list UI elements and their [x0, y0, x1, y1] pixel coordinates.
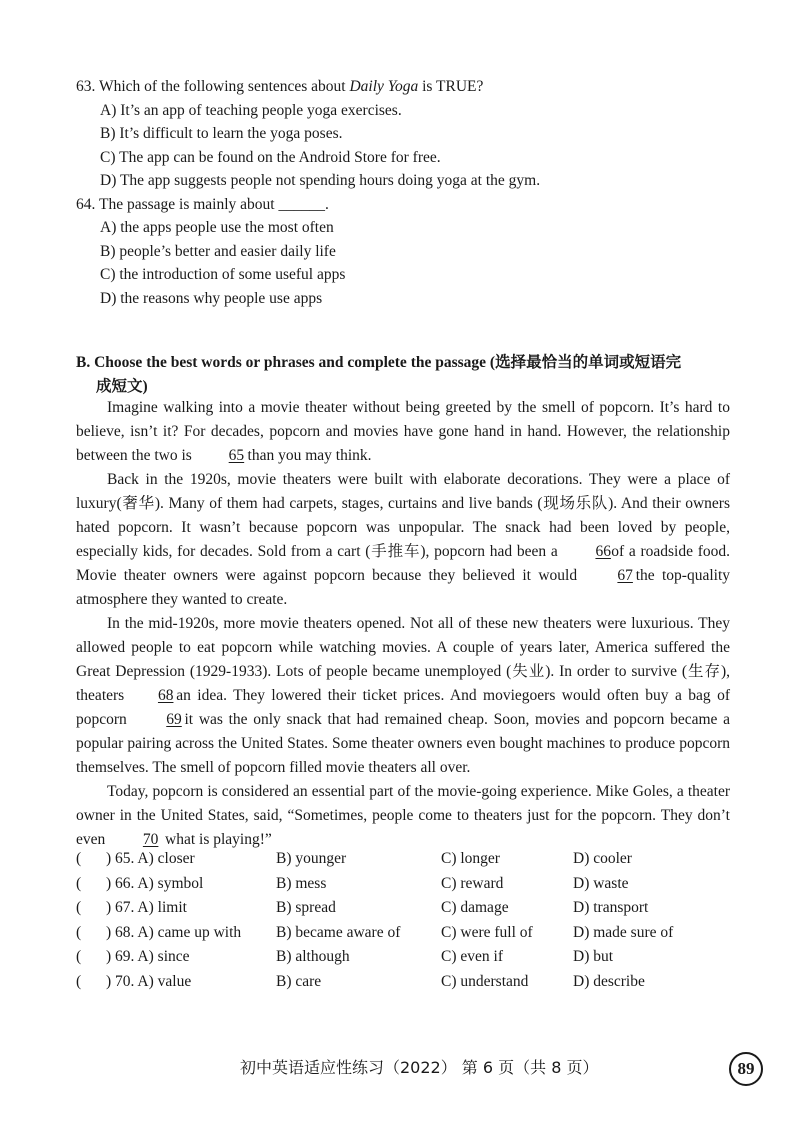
choice-c: C) were full of: [441, 923, 533, 941]
passage-paragraph-1: [76, 396, 730, 468]
q63-stem-before: 63. Which of the following sentences about: [76, 78, 350, 95]
choice-a: ) 70. A) value: [106, 972, 192, 990]
answer-paren: (: [76, 948, 82, 965]
q64-option-c: C) the introduction of some useful apps: [100, 266, 346, 283]
page-footer: 初中英语适应性练习（2022） 第 6 页（共 8 页）: [240, 1058, 599, 1077]
q63-option-b: B) It’s difficult to learn the yoga poses.: [100, 125, 343, 142]
choice-d: D) describe: [573, 972, 645, 990]
choice-c: C) reward: [441, 874, 504, 892]
blank-65: 65: [228, 447, 245, 464]
choice-b: B) care: [276, 972, 322, 990]
passage-paragraph-2: [76, 468, 730, 612]
blank-69: 69: [166, 711, 182, 728]
passage-text: the top-quality atmosphere they wanted to create.: [76, 567, 731, 608]
q63-option-c: C) The app can be found on the Android Store for free.: [100, 149, 441, 166]
answer-paren: (: [76, 874, 82, 892]
q64-option-b: B) people’s better and easier daily life: [100, 243, 336, 260]
passage-text: Today, popcorn is considered an essential part of the movie-going experience. Mike Goles, a theater owner in the United States, said, “Sometimes, people come to theaters just for the popcorn. They don’t even: [76, 783, 730, 848]
choice-d: D) waste: [573, 874, 629, 892]
answer-paren: (: [76, 850, 82, 867]
section-b-heading-line2: 成短文): [96, 378, 148, 395]
choice-a: ) 67. A) limit: [106, 899, 187, 916]
blank-70: 70: [142, 831, 159, 848]
choice-a: ) 66. A) symbol: [106, 874, 204, 892]
q63-option-a: A) It’s an app of teaching people yoga exercises.: [100, 102, 402, 119]
q64-option-d: D) the reasons why people use apps: [100, 290, 323, 307]
choice-d: D) but: [573, 948, 614, 965]
choice-d: D) made sure of: [573, 923, 674, 941]
page-number-badge: 89: [729, 1052, 763, 1086]
choice-a: ) 69. A) since: [106, 948, 190, 965]
choice-b: B) younger: [276, 850, 347, 867]
blank-68: 68: [157, 687, 174, 704]
choice-c: C) longer: [441, 850, 500, 867]
passage-text: an idea. They lowered their ticket prices. And moviegoers would often buy a bag of popcorn: [76, 687, 730, 728]
answer-paren: (: [76, 923, 82, 941]
q63-stem: [76, 78, 483, 96]
choice-c: C) understand: [441, 972, 529, 990]
answer-paren: (: [76, 899, 82, 916]
answer-paren: (: [76, 972, 82, 990]
passage-paragraph-4: [76, 780, 730, 852]
passage-text: In the mid-1920s, more movie theaters opened. Not all of these new theaters were luxurious. They allowed people to eat popcorn while watching movies. A couple of years later, America suffered the Great Depression (1929-1933). Lots of people became unemployed (失业). In order to survive (生存), theaters: [76, 615, 730, 704]
passage-text: than you may think.: [243, 447, 372, 464]
q63-option-d: D) The app suggests people not spending hours doing yoga at the gym.: [100, 172, 541, 189]
choice-c: C) even if: [441, 948, 503, 965]
choice-a: ) 65. A) closer: [106, 850, 195, 867]
choice-b: B) although: [276, 948, 350, 965]
q64-stem: 64. The passage is mainly about ______.: [76, 196, 329, 213]
q63-stem-after: is TRUE?: [418, 78, 484, 95]
choice-d: D) cooler: [573, 850, 632, 867]
passage-text: Imagine walking into a movie theater without being greeted by the smell of popcorn. It’s hard to believe, isn’t it? For decades, popcorn and movies have gone hand in hand. However, the relationship between the two is: [76, 399, 730, 464]
choice-b: B) spread: [276, 899, 336, 916]
choice-d: D) transport: [573, 899, 649, 916]
choice-b: B) became aware of: [276, 923, 401, 941]
section-b-heading-line1: B. Choose the best words or phrases and complete the passage (选择最恰当的单词或短语完: [76, 354, 682, 371]
choice-b: B) mess: [276, 874, 327, 892]
cloze-passage: [76, 396, 730, 852]
blank-66: 66: [595, 543, 611, 560]
passage-text: Back in the 1920s, movie theaters were built with elaborate decorations. They were a place of luxury(奢华). Many of them had carpets, stages, curtains and live bands (现场乐队). And their owners hated popcorn. It wasn’t because popcorn was unpopular. The snack had been loved by people, especially kids, for decades. Sold from a cart (手推车), popcorn had been a: [76, 471, 730, 560]
passage-text: of a roadside food. Movie theater owners were against popcorn because they believed it would: [76, 543, 731, 584]
choice-a: ) 68. A) came up with: [106, 923, 242, 941]
q63-stem-italic: Daily Yoga: [349, 78, 419, 95]
choice-c: C) damage: [441, 899, 509, 916]
passage-text: it was the only snack that had remained cheap. Soon, movies and popcorn became a popular pairing across the United States. Some theater owners even bought machines to produce popcorn themselves. The smell of popcorn filled movie theaters all over.: [76, 711, 730, 776]
passage-paragraph-3: [76, 612, 730, 780]
passage-text: what is playing!”: [161, 831, 272, 848]
blank-67: 67: [617, 567, 633, 584]
q64-option-a: A) the apps people use the most often: [100, 219, 334, 236]
